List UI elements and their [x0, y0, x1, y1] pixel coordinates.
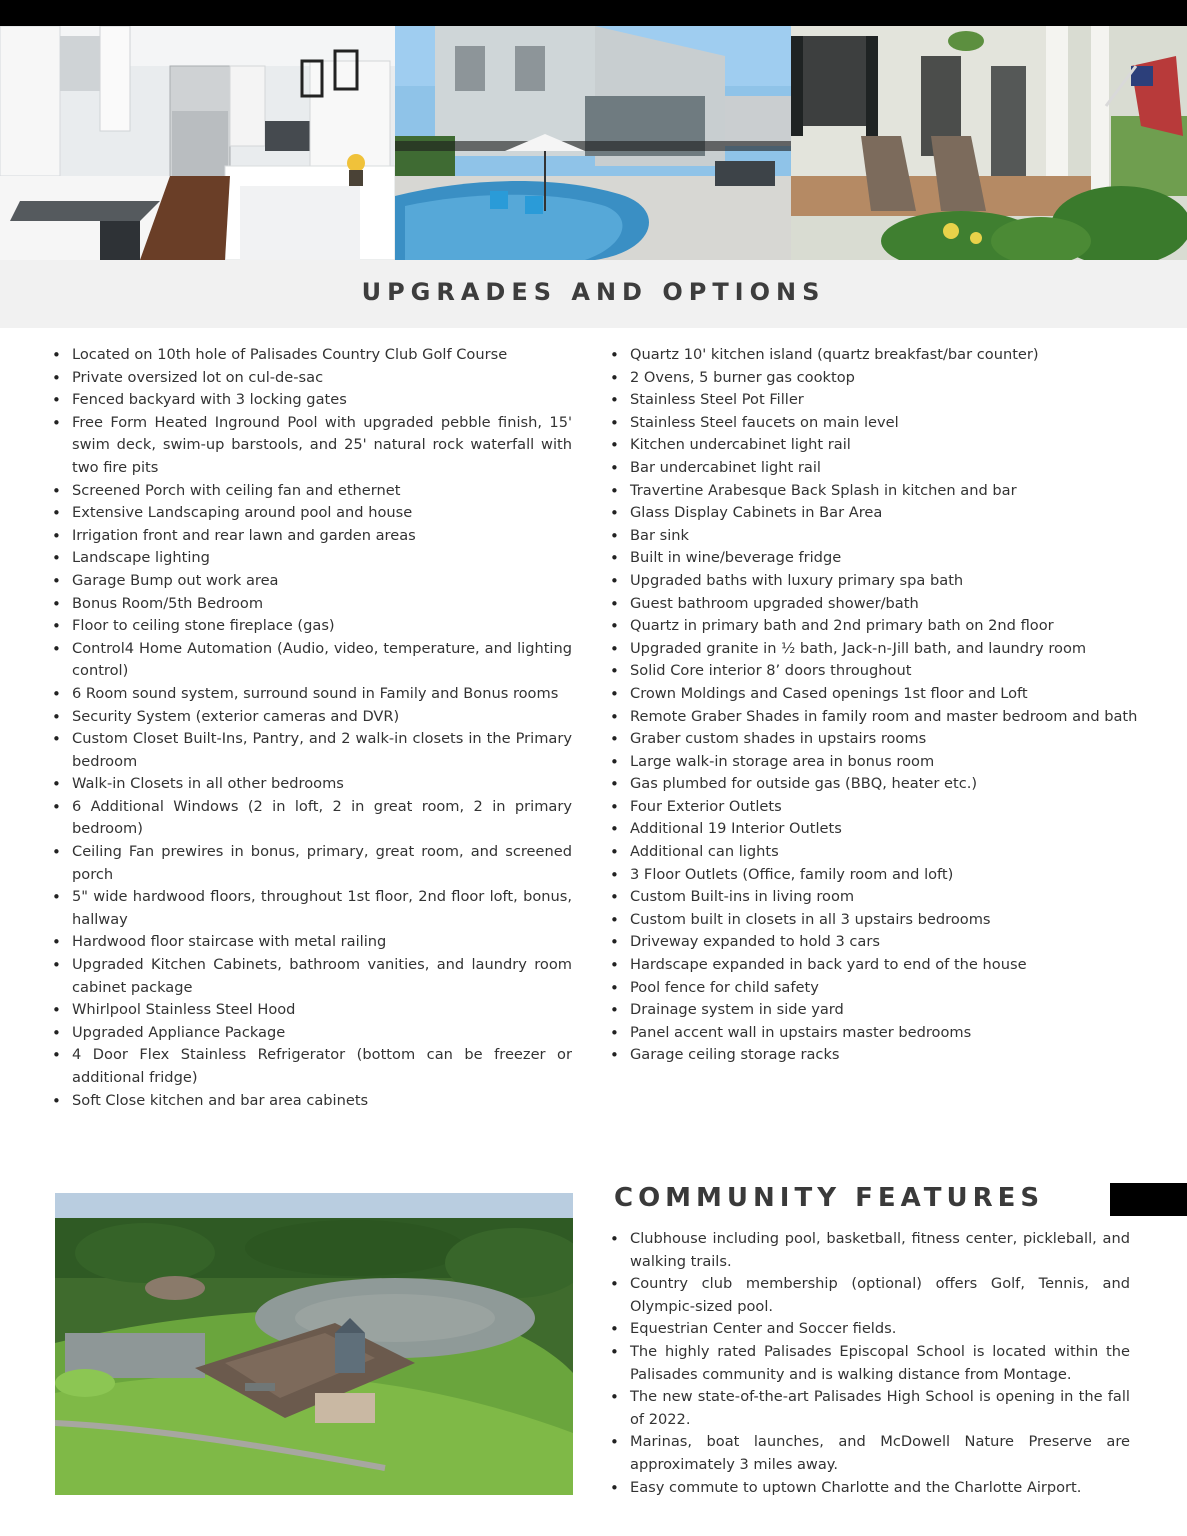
list-item: • Travertine Arabesque Back Splash in kitchen and bar — [610, 480, 1170, 503]
list-item: • Country club membership (optional) offers Golf, Tennis, and Olympic-sized pool. — [610, 1273, 1130, 1318]
list-item: • Stainless Steel Pot Filler — [610, 389, 1170, 412]
list-item: • Driveway expanded to hold 3 cars — [610, 931, 1170, 954]
list-item: • Located on 10th hole of Palisades Country Club Golf Course — [52, 344, 572, 367]
list-item: • Glass Display Cabinets in Bar Area — [610, 502, 1170, 525]
pool-photo — [395, 26, 791, 260]
list-item: • Solid Core interior 8’ doors throughout — [610, 660, 1170, 683]
header-photo-strip — [0, 26, 1187, 260]
list-item: • The highly rated Palisades Episcopal School is located within the Palisades community and is walking distance from Montage. — [610, 1341, 1130, 1386]
list-item: • Graber custom shades in upstairs rooms — [610, 728, 1170, 751]
community-section-title: COMMUNITY FEATURES — [614, 1183, 1045, 1213]
community-list — [610, 1228, 1130, 1499]
list-item: • Remote Graber Shades in family room and master bedroom and bath — [610, 706, 1170, 729]
list-item: • Custom built in closets in all 3 upstairs bedrooms — [610, 909, 1170, 932]
list-item: • 3 Floor Outlets (Office, family room and loft) — [610, 864, 1170, 887]
list-item: • Bar sink — [610, 525, 1170, 548]
list-item: • 2 Ovens, 5 burner gas cooktop — [610, 367, 1170, 390]
list-item: • Additional 19 Interior Outlets — [610, 818, 1170, 841]
list-item: • Quartz 10' kitchen island (quartz breakfast/bar counter) — [610, 344, 1170, 367]
list-item: • Whirlpool Stainless Steel Hood — [52, 999, 572, 1022]
list-item: • Walk-in Closets in all other bedrooms — [52, 773, 572, 796]
list-item: • Bar undercabinet light rail — [610, 457, 1170, 480]
clubhouse-aerial-photo — [55, 1193, 573, 1495]
upgrades-section-title: UPGRADES AND OPTIONS — [361, 278, 826, 306]
list-item: • Hardscape expanded in back yard to end of the house — [610, 954, 1170, 977]
list-item: • Garage Bump out work area — [52, 570, 572, 593]
list-item: • Custom Built-ins in living room — [610, 886, 1170, 909]
list-item: • Built in wine/beverage fridge — [610, 547, 1170, 570]
list-item: • Control4 Home Automation (Audio, video, temperature, and lighting control) — [52, 638, 572, 683]
list-item: • Quartz in primary bath and 2nd primary bath on 2nd floor — [610, 615, 1170, 638]
list-item: • Panel accent wall in upstairs master bedrooms — [610, 1022, 1170, 1045]
list-item: • Four Exterior Outlets — [610, 796, 1170, 819]
upgrades-list-left — [52, 344, 572, 1112]
list-item: • Upgraded Kitchen Cabinets, bathroom vanities, and laundry room cabinet package — [52, 954, 572, 999]
list-item: • Free Form Heated Inground Pool with upgraded pebble finish, 15' swim deck, swim-up barstools, and 25' natural rock waterfall with two fire pits — [52, 412, 572, 480]
list-item: • 4 Door Flex Stainless Refrigerator (bottom can be freezer or additional fridge) — [52, 1044, 572, 1089]
list-item: • Upgraded granite in ½ bath, Jack-n-Jill bath, and laundry room — [610, 638, 1170, 661]
list-item: • The new state-of-the-art Palisades High School is opening in the fall of 2022. — [610, 1386, 1130, 1431]
list-item: • Easy commute to uptown Charlotte and the Charlotte Airport. — [610, 1477, 1130, 1500]
list-item: • Crown Moldings and Cased openings 1st floor and Loft — [610, 683, 1170, 706]
list-item: • Security System (exterior cameras and DVR) — [52, 706, 572, 729]
list-item: • 6 Additional Windows (2 in loft, 2 in great room, 2 in primary bedroom) — [52, 796, 572, 841]
list-item: • Guest bathroom upgraded shower/bath — [610, 593, 1170, 616]
list-item: • Upgraded Appliance Package — [52, 1022, 572, 1045]
black-page-tab — [1110, 1183, 1187, 1216]
list-item: • Landscape lighting — [52, 547, 572, 570]
list-item: • Soft Close kitchen and bar area cabinets — [52, 1090, 572, 1113]
list-item: • Private oversized lot on cul-de-sac — [52, 367, 572, 390]
list-item: • Stainless Steel faucets on main level — [610, 412, 1170, 435]
list-item: • Garage ceiling storage racks — [610, 1044, 1170, 1067]
list-item: • Clubhouse including pool, basketball, fitness center, pickleball, and walking trails. — [610, 1228, 1130, 1273]
list-item: • Irrigation front and rear lawn and garden areas — [52, 525, 572, 548]
list-item: • Custom Closet Built-Ins, Pantry, and 2 walk-in closets in the Primary bedroom — [52, 728, 572, 773]
list-item: • Equestrian Center and Soccer fields. — [610, 1318, 1130, 1341]
list-item: • Extensive Landscaping around pool and house — [52, 502, 572, 525]
list-item: • Fenced backyard with 3 locking gates — [52, 389, 572, 412]
list-item: • Pool fence for child safety — [610, 977, 1170, 1000]
list-item: • Kitchen undercabinet light rail — [610, 434, 1170, 457]
list-item: • Gas plumbed for outside gas (BBQ, heater etc.) — [610, 773, 1170, 796]
list-item: • Large walk-in storage area in bonus room — [610, 751, 1170, 774]
porch-photo — [791, 26, 1187, 260]
list-item: • Marinas, boat launches, and McDowell Nature Preserve are approximately 3 miles away. — [610, 1431, 1130, 1476]
list-item: • Floor to ceiling stone fireplace (gas) — [52, 615, 572, 638]
kitchen-photo — [0, 26, 395, 260]
list-item: • 5" wide hardwood floors, throughout 1st floor, 2nd floor loft, bonus, hallway — [52, 886, 572, 931]
list-item: • 6 Room sound system, surround sound in Family and Bonus rooms — [52, 683, 572, 706]
list-item: • Bonus Room/5th Bedroom — [52, 593, 572, 616]
list-item: • Additional can lights — [610, 841, 1170, 864]
list-item: • Drainage system in side yard — [610, 999, 1170, 1022]
list-item: • Upgraded baths with luxury primary spa bath — [610, 570, 1170, 593]
list-item: • Screened Porch with ceiling fan and ethernet — [52, 480, 572, 503]
upgrades-list-right — [610, 344, 1170, 1067]
list-item: • Ceiling Fan prewires in bonus, primary, great room, and screened porch — [52, 841, 572, 886]
top-black-bar — [0, 0, 1187, 26]
list-item: • Hardwood floor staircase with metal railing — [52, 931, 572, 954]
